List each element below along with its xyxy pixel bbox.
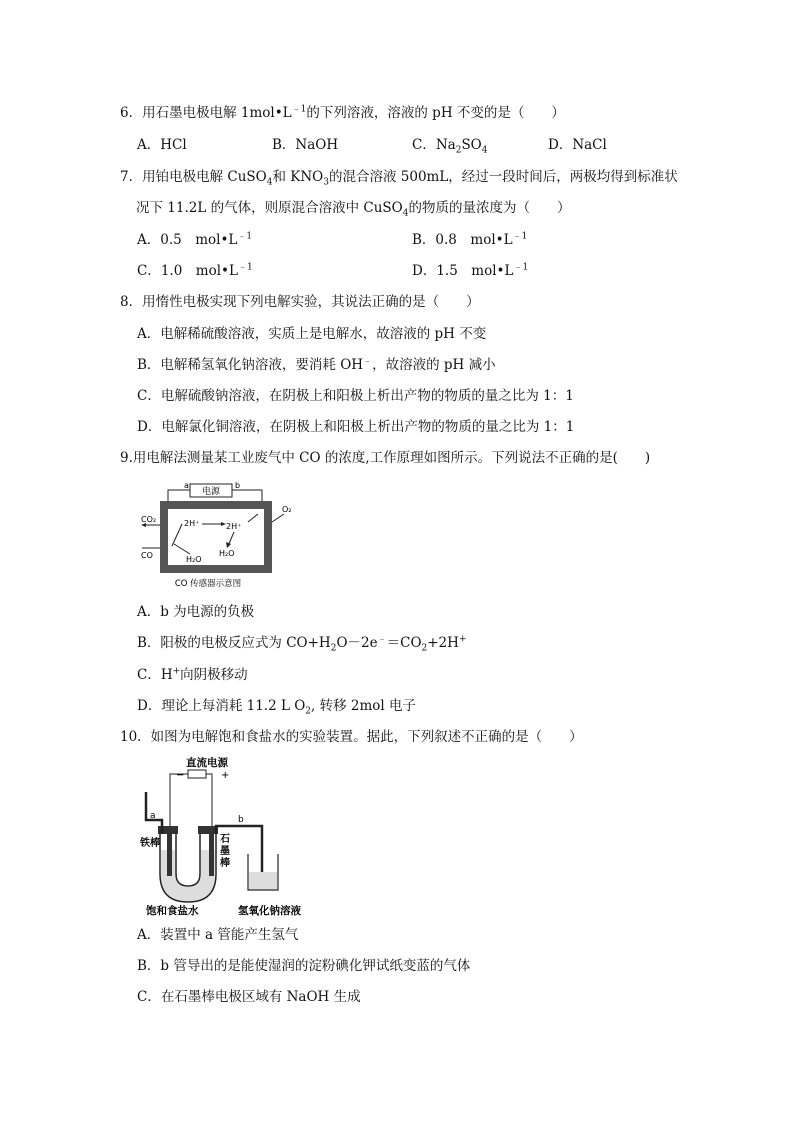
- q6-option-b: B．NaOH: [272, 137, 339, 153]
- iron-rod-label: 铁棒: [140, 838, 160, 849]
- graphite-rod-label: 石墨棒: [220, 834, 230, 869]
- electrolysis-apparatus-diagram: [138, 754, 308, 916]
- plus-terminal: +: [221, 770, 230, 781]
- power-source-label: 电源: [201, 487, 221, 497]
- h-plus-right: 2H⁺: [226, 522, 242, 531]
- terminal-a-label: a: [184, 481, 189, 490]
- tube-b-label: b: [238, 815, 244, 825]
- dc-power-label: 直流电源: [186, 757, 228, 769]
- q10-option-c: C．在石墨棒电极区域有 NaOH 生成: [137, 989, 361, 1005]
- terminal-b-label: b: [235, 481, 241, 490]
- naoh-solution-label: 氢氧化钠溶液: [238, 905, 301, 916]
- q8-stem: 8．用惰性电极实现下列电解实验，其说法正确的是（ ）: [120, 294, 480, 310]
- q8-option-b: B．电解稀氢氧化钠溶液，要消耗 OH﹣，故溶液的 pH 减小: [137, 356, 496, 373]
- battery-box: [188, 770, 206, 778]
- q6-stem: 6．用石墨电极电解 $1mol•L^{﹣1}$的下列溶液，溶液的 pH 不变的是（ ）: [120, 104, 565, 121]
- q10-option-b: B．b 管导出的是能使湿润的淀粉碘化钾试纸变蓝的气体: [137, 958, 471, 974]
- q7-stem-line1: 7．用铂电极电解 CuSO$_4$和 $KNO_3$的混合溶液 500mL，经过一段时间后，两极均得到标准状: [120, 169, 678, 188]
- tube-a-label: a: [150, 811, 156, 821]
- q9-option-b: B．阳极的电极反应式为 $CO+H_2O-2e^﹣=CO_2+2H^+$: [137, 634, 467, 654]
- wire-minus: [170, 774, 188, 828]
- q7-option-c: C．1.0 $mol•L^{﹣1}$: [137, 262, 253, 279]
- u-tube-inner: [176, 830, 200, 886]
- graphite-rod: [209, 830, 214, 876]
- o2-label: O₂: [282, 505, 292, 514]
- brine-label: 饱和食盐水: [146, 905, 199, 916]
- co2-label: CO₂: [141, 515, 157, 524]
- q9-option-c: C．H+向阴极移动: [137, 666, 248, 683]
- h-plus-left: 2H⁺: [184, 519, 200, 528]
- q6-option-c: C．$Na_2SO_4$: [412, 137, 488, 156]
- sensor-chamber: [168, 509, 264, 565]
- co-sensor-diagram: [138, 478, 298, 590]
- wire-plus: [206, 774, 212, 828]
- iron-rod: [167, 830, 172, 876]
- co-label: CO: [141, 551, 153, 560]
- q9-stem: 9.用电解法测量某工业废气中 CO 的浓度,工作原理如图所示。下列说法不正确的是( ): [120, 450, 651, 466]
- q9-option-a: A．b 为电源的负极: [137, 604, 255, 620]
- q7-option-b: B．0.8 $mol•L^{﹣1}$: [412, 231, 528, 248]
- q6-option-d: D．NaCl: [548, 137, 607, 153]
- q7-option-a: A．0.5 $mol•L^{﹣1}$: [137, 231, 253, 248]
- q7-option-d: D．1.5 $mol•L^{﹣1}$: [412, 262, 529, 279]
- q10-option-a: A．装置中 a 管能产生氢气: [137, 927, 299, 943]
- q8-option-d: D．电解氯化铜溶液，在阴极上和阳极上析出产物的物质的量之比为 1：1: [137, 419, 575, 435]
- diagram-caption: CO 传感器示意图: [174, 579, 242, 589]
- o2-line: [272, 514, 284, 522]
- wire-a: [168, 490, 190, 501]
- h2o-right: H₂O: [219, 549, 235, 558]
- minus-terminal: −: [176, 770, 185, 781]
- q7-stem-line2: 况下 11.2L 的气体，则原混合溶液中 CuSO$_4$的物质的量浓度为（ ）: [136, 200, 571, 219]
- q8-option-c: C．电解硫酸钠溶液，在阴极上和阳极上析出产物的物质的量之比为 1：1: [137, 388, 574, 404]
- q10-stem: 10．如图为电解饱和食盐水的实验装置。据此，下列叙述不正确的是（ ）: [120, 729, 583, 745]
- q9-option-d: D．理论上每消耗 11.2 L $O_2$, 转移 2mol 电子: [137, 698, 417, 717]
- naoh-liquid: [249, 872, 277, 889]
- q8-option-a: A．电解稀硫酸溶液，实质上是电解水，故溶液的 pH 不变: [137, 326, 487, 342]
- q6-option-a: A．HCl: [137, 137, 187, 153]
- h2o-left: H₂O: [186, 555, 202, 564]
- wire-b: [232, 490, 262, 501]
